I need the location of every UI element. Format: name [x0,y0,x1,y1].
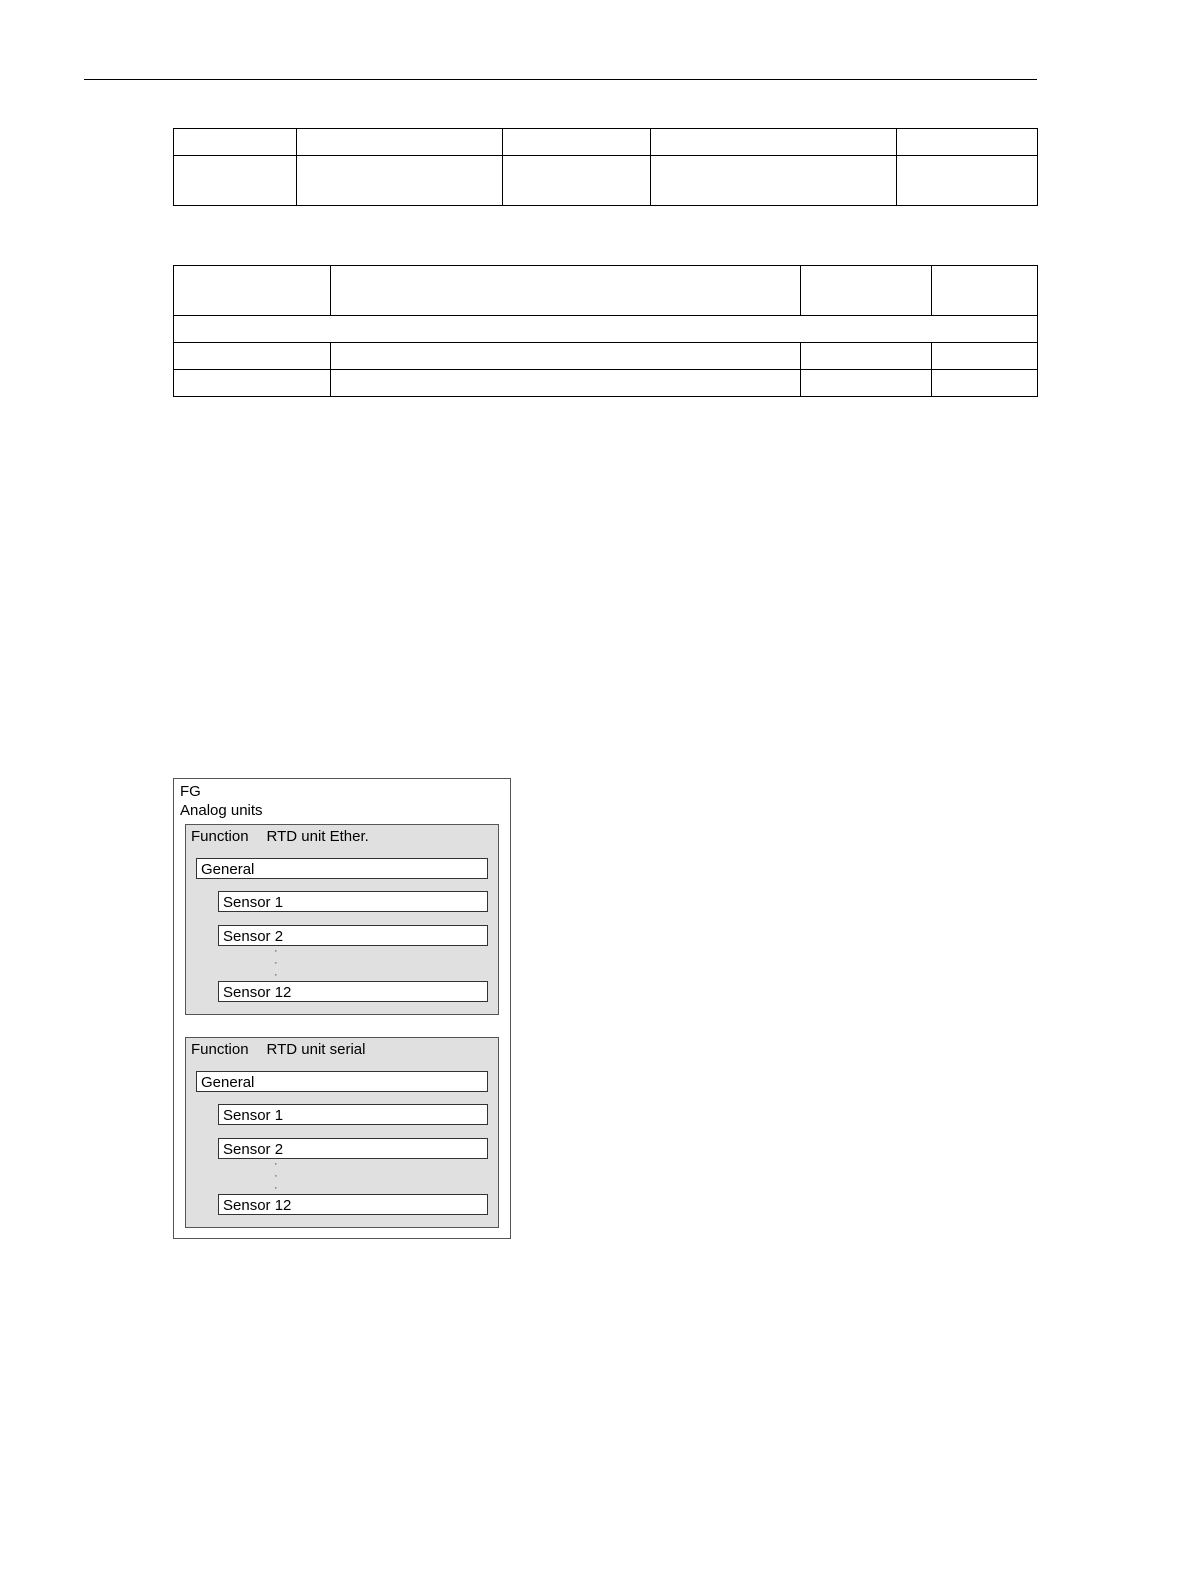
sensor-node: Sensor 12 [218,1194,488,1215]
sensor-node: Sensor 2 [218,925,488,946]
table-cell [651,156,897,206]
general-node: General [196,1071,488,1092]
header-rule [84,79,1037,80]
function-group-rtd-serial [185,1037,499,1228]
table-cell [174,129,297,156]
table-row [174,266,1038,316]
table-cell [174,343,331,370]
function-header [191,828,369,846]
table-cell [503,129,651,156]
fg-label: FG [180,783,201,800]
table-cell [932,370,1038,397]
function-name: RTD unit serial [266,1041,366,1058]
table-row [174,370,1038,397]
table-cell [801,370,932,397]
table-1 [173,128,1038,206]
function-label: Function [191,1041,249,1058]
general-node: General [196,858,488,879]
table-cell [897,156,1038,206]
ellipsis-dots: · · · [274,1158,278,1194]
table-cell [801,266,932,316]
table-cell [297,129,503,156]
table-cell [297,156,503,206]
table-row [174,129,1038,156]
sensor-node: Sensor 2 [218,1138,488,1159]
table-cell [174,156,297,206]
sensor-node: Sensor 1 [218,1104,488,1125]
table-cell [897,129,1038,156]
ellipsis-dots: · · · [274,945,278,981]
table-cell [174,370,331,397]
function-group-rtd-ether [185,824,499,1015]
table-cell [932,343,1038,370]
table-cell [331,343,801,370]
table-cell [331,370,801,397]
function-label: Function [191,828,249,845]
sensor-node: Sensor 1 [218,891,488,912]
function-header [191,1041,365,1059]
table-cell [651,129,897,156]
table-cell [503,156,651,206]
function-name: RTD unit Ether. [266,828,369,845]
table-row [174,156,1038,206]
analog-units-label: Analog units [180,802,263,819]
table-cell [932,266,1038,316]
table-row [174,343,1038,370]
table-cell [331,266,801,316]
table-2 [173,265,1038,397]
fg-diagram [173,778,511,1239]
table-cell [174,316,1038,343]
table-row [174,316,1038,343]
table-cell [801,343,932,370]
table-cell [174,266,331,316]
sensor-node: Sensor 12 [218,981,488,1002]
